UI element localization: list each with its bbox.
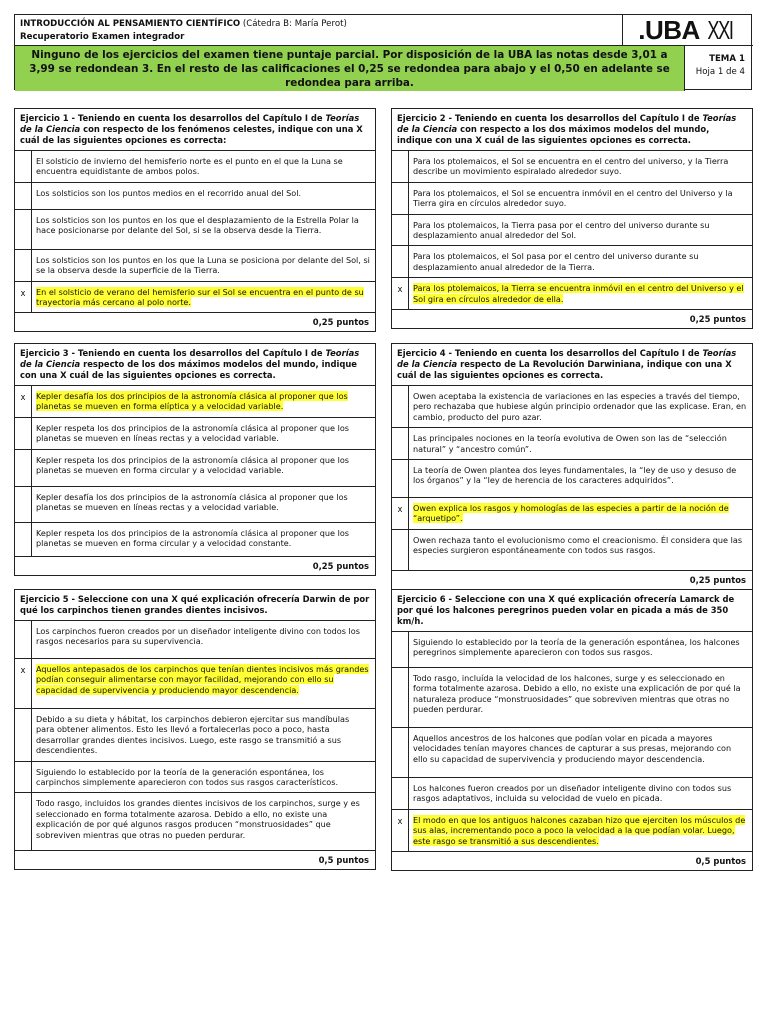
exercise-title-text: Ejercicio 4 - Teniendo en cuenta los desarrollos del Capítulo I de	[397, 348, 703, 358]
exercise-title	[392, 590, 752, 632]
answer-option[interactable]	[392, 215, 752, 247]
answer-option[interactable]	[15, 210, 375, 250]
answer-checkbox[interactable]	[392, 460, 409, 497]
answer-text: Para los ptolemaicos, el Sol se encuentra inmóvil en el centro del Universo y la Tierra gira en círculos alrededor suyo.	[413, 187, 733, 209]
answer-text: Las principales nociones en la teoría evolutiva de Owen son las de “selección natural” y “ancestro común”.	[413, 433, 727, 454]
answer-text-cell	[409, 778, 752, 809]
answer-option[interactable]	[15, 523, 375, 557]
answer-option[interactable]	[15, 183, 375, 210]
answer-text: Para los ptolemaicos, la Tierra se encuentra inmóvil en el centro del Universo y el Sol gira en círculos alrededor de ella.	[413, 283, 744, 304]
book-title: Teorías de la Ciencia	[397, 348, 737, 369]
answer-text-cell	[32, 762, 375, 793]
answer-checkbox[interactable]	[15, 151, 32, 182]
answer-checkbox[interactable]	[15, 523, 32, 556]
exercise-4	[391, 343, 753, 590]
answer-text: La teoría de Owen plantea dos leyes fundamentales, la “ley de uso y desuso de los órganos” y la “ley de herencia de los caracteres adquiridos”.	[413, 465, 737, 486]
answer-option[interactable]	[15, 151, 375, 183]
answer-checkbox[interactable]	[15, 418, 32, 449]
answer-text: Los carpinchos fueron creados por un diseñador inteligente divino con todos los rasgos necesarios para su supervivencia.	[36, 626, 360, 647]
answer-checkbox[interactable]	[392, 183, 409, 214]
answer-text-cell	[409, 728, 752, 777]
exercise-title	[392, 344, 752, 386]
tema-info	[685, 46, 753, 91]
exercise-points: 0,25 puntos	[689, 314, 746, 325]
course-title: INTRODUCCIÓN AL PENSAMIENTO CIENTÍFICO	[20, 19, 241, 29]
answer-text-cell	[409, 530, 752, 570]
answer-text-cell	[409, 460, 752, 497]
answer-option[interactable]	[15, 450, 375, 487]
answer-text: Para los ptolemaicos, el Sol se encuentra en el centro del universo, y la Tierra describe un movimiento espiralado alrededor suyo.	[413, 156, 729, 177]
answer-text-cell	[409, 151, 752, 182]
exam-name: Recuperatorio Examen integrador	[20, 32, 185, 42]
answer-checkbox[interactable]	[392, 428, 409, 459]
exercise-title-rest: respecto de los dos máximos modelos del mundo, indique con una X cuál de las siguientes opciones es correcta.	[20, 359, 357, 380]
answer-text: Owen aceptaba la existencia de variaciones en las especies a través del tiempo, pero rechazaba que hubiese algún principio ordenador que las explicase. Eran, en cambio, producto del puro azar.	[413, 391, 747, 422]
answer-text-cell	[409, 386, 752, 427]
grading-notice: Ninguno de los ejercicios del examen tiene puntaje parcial. Por disposición de la UBA las notas desde 3,01 a 3,99 se redondean 3. En el resto de las calificaciones el 0,25 se redondea para abajo y el 0,50 en adelante se redondea para arriba.	[15, 46, 685, 91]
answer-option[interactable]	[15, 762, 375, 794]
answer-option[interactable]	[15, 793, 375, 851]
answer-text-cell	[32, 709, 375, 761]
answer-text: Los solsticios son los puntos medios en el recorrido anual del Sol.	[36, 187, 302, 198]
answer-text-cell	[32, 523, 375, 556]
answer-text: Kepler respeta los dos principios de la astronomía clásica al proponer que los planetas se mueven en forma circular y a velocidad constante.	[36, 527, 349, 549]
book-title: Teorías de la Ciencia	[397, 113, 737, 134]
answer-checkbox[interactable]	[15, 183, 32, 209]
answer-text: Kepler desafía los dos principios de la astronomía clásica al proponer que los planetas se mueven en líneas rectas y a velocidad variable.	[36, 491, 348, 513]
answer-option[interactable]	[392, 632, 752, 668]
answer-checkbox[interactable]	[392, 215, 409, 246]
answer-option[interactable]	[392, 810, 752, 852]
chair-name: (Cátedra B: María Perot)	[242, 19, 347, 29]
answer-text: Siguiendo lo establecido por la teoría de la generación espontánea, los halcones peregrinos simplemente aparecieron con todos sus rasgos.	[413, 637, 740, 658]
exercise-1	[14, 108, 376, 332]
answer-checkbox[interactable]	[392, 530, 409, 570]
answer-checkbox[interactable]: x	[392, 810, 409, 851]
answer-option[interactable]	[15, 386, 375, 418]
answer-text: Los halcones fueron creados por un diseñador inteligente divino con todos sus rasgos adaptativos, incluida su velocidad de vuelo en picada.	[413, 783, 732, 804]
answer-checkbox[interactable]	[15, 793, 32, 850]
answer-option[interactable]	[392, 530, 752, 571]
answer-checkbox[interactable]	[15, 250, 32, 281]
answer-checkbox[interactable]	[392, 668, 409, 727]
answer-checkbox[interactable]	[392, 778, 409, 809]
exercise-title-text: Ejercicio 1 - Teniendo en cuenta los desarrollos del Capítulo I de	[20, 113, 326, 123]
answer-text-cell	[409, 668, 752, 727]
answer-option[interactable]	[392, 246, 752, 278]
answer-option[interactable]	[392, 498, 752, 530]
answer-option[interactable]	[392, 151, 752, 183]
answer-text-cell	[32, 183, 375, 209]
exercise-2	[391, 108, 753, 329]
answer-text: Los solsticios son los puntos en los que el desplazamiento de la Estrella Polar la hace posicionarse por delante del Sol, si se la observa desde la Tierra.	[36, 214, 359, 236]
answer-text-cell	[32, 793, 375, 850]
answer-text-cell	[32, 621, 375, 658]
answer-text-cell	[32, 282, 375, 313]
exercise-points: 0,5 puntos	[695, 856, 746, 867]
exercise-points: 0,25 puntos	[312, 560, 369, 571]
answer-checkbox[interactable]	[15, 487, 32, 522]
exercise-title-rest: con respecto de los fenómenos celestes, indique con una X cuál de las siguientes opciones es correcta:	[20, 124, 363, 145]
answer-checkbox[interactable]	[15, 621, 32, 658]
exercise-title	[15, 344, 375, 386]
exam-header	[14, 14, 752, 90]
exercise-title-text: Ejercicio 3 - Teniendo en cuenta los desarrollos del Capítulo I de	[20, 348, 326, 358]
answer-text: Para los ptolemaicos, el Sol pasa por el centro del universo durante su desplazamiento anual alrededor de la Tierra.	[413, 251, 699, 272]
answer-option[interactable]	[392, 386, 752, 428]
answer-option[interactable]	[15, 709, 375, 762]
answer-checkbox[interactable]	[392, 386, 409, 427]
answer-text: Owen explica los rasgos y homologías de las especies a partir de la noción de “arquetipo”.	[413, 503, 729, 524]
answer-text: Kepler respeta los dos principios de la astronomía clásica al proponer que los planetas se mueven en forma circular y a velocidad variable.	[36, 454, 349, 476]
answer-option[interactable]	[392, 668, 752, 728]
book-title: Teorías de la Ciencia	[20, 348, 360, 369]
answer-checkbox[interactable]	[15, 762, 32, 793]
exercise-title	[15, 590, 375, 621]
answer-checkbox[interactable]	[15, 450, 32, 486]
answer-text-cell	[409, 215, 752, 246]
answer-checkbox[interactable]: x	[392, 278, 409, 309]
answer-text: Siguiendo lo establecido por la teoría de la generación espontánea, los carpinchos simplemente aparecieron con todos sus rasgos característicos.	[36, 766, 339, 788]
exercise-title-text: Ejercicio 2 - Teniendo en cuenta los desarrollos del Capítulo I de	[397, 113, 703, 123]
answer-text-cell	[32, 450, 375, 486]
exercise-points: 0,25 puntos	[689, 574, 746, 585]
answer-checkbox[interactable]: x	[392, 498, 409, 529]
answer-text-cell	[32, 487, 375, 522]
exercise-5	[14, 589, 376, 870]
answer-text: El solsticio de invierno del hemisferio norte es el punto en el que la Luna se encuentra equidistante de ambos polos.	[36, 156, 343, 177]
answer-text-cell	[409, 278, 752, 309]
answer-option[interactable]	[392, 428, 752, 460]
exercise-title-text: Ejercicio 5 - Seleccione con una X qué explicación ofrecería Darwin de por qué los carpinchos tienen grandes dientes incisivos.	[20, 594, 370, 615]
answer-text-cell	[32, 250, 375, 281]
answer-option[interactable]	[392, 778, 752, 810]
answer-text-cell	[32, 210, 375, 249]
answer-option[interactable]	[15, 659, 375, 709]
logo-main-text: .UBA	[638, 14, 700, 45]
exercise-title-rest: con respecto a los dos máximos modelos del mundo, indique con una X cuál de las siguientes opciones es correcta.	[397, 124, 710, 145]
exercise-3	[14, 343, 376, 576]
answer-checkbox[interactable]: x	[15, 659, 32, 708]
answer-option[interactable]	[15, 621, 375, 659]
answer-text-cell	[409, 498, 752, 529]
answer-text: En el solsticio de verano del hemisferio sur el Sol se encuentra en el punto de su trayectoria más cercano al polo norte.	[36, 286, 364, 308]
answer-text: Para los ptolemaicos, la Tierra pasa por el centro del universo durante su desplazamiento anual alrededor del Sol.	[413, 219, 710, 241]
answer-text: El modo en que los antiguos halcones cazaban hizo que ejerciten los músculos de sus alas, incrementando poco a poco la velocidad a la que podían volar. Luego, este rasgo se transmitió a sus descendientes.	[413, 814, 746, 846]
answer-text-cell	[32, 151, 375, 182]
answer-option[interactable]	[392, 183, 752, 215]
exercise-points: 0,25 puntos	[312, 317, 369, 328]
answer-checkbox[interactable]	[392, 632, 409, 667]
answer-text: Owen rechaza tanto el evolucionismo como el creacionismo. Él considera que las especies surgieron espontáneamente con todos sus rasgos.	[413, 534, 743, 556]
answer-text-cell	[409, 632, 752, 667]
answer-option[interactable]	[392, 460, 752, 498]
answer-option[interactable]	[15, 250, 375, 282]
answer-checkbox[interactable]	[15, 709, 32, 761]
uba-xxi-logo	[623, 15, 753, 46]
answer-option[interactable]	[15, 282, 375, 314]
exercise-title	[15, 109, 375, 151]
answer-text: Debido a su dieta y hábitat, los carpinchos debieron ejercitar sus mandíbulas para obtener alimentos. Esto les llevó a fortalecerlas poco a poco, hasta desarrollar grandes dientes incisivos. Luego, este rasgo se transmitió a sus descendientes.	[36, 714, 350, 756]
answer-text: Kepler respeta los dos principios de la astronomía clásica al proponer que los planetas se mueven en líneas rectas y a velocidad variable.	[36, 422, 349, 444]
answer-checkbox[interactable]	[392, 728, 409, 777]
course-info	[15, 15, 623, 46]
answer-option[interactable]	[392, 728, 752, 778]
answer-checkbox[interactable]	[392, 246, 409, 277]
exercise-6	[391, 589, 753, 871]
exercise-title-rest: respecto de La Revolución Darwiniana, indique con una X cuál de las siguientes opciones es correcta.	[397, 359, 732, 380]
answer-option[interactable]	[392, 278, 752, 310]
exercise-title-text: Ejercicio 6 - Seleccione con una X qué explicación ofrecería Lamarck de por qué los halcones peregrinos pueden volar en picada a más de 350 km/h.	[397, 594, 735, 626]
exercise-points: 0,5 puntos	[318, 855, 369, 866]
answer-checkbox[interactable]	[392, 151, 409, 182]
answer-text-cell	[409, 428, 752, 459]
answer-option[interactable]	[15, 418, 375, 450]
exercise-title	[392, 109, 752, 151]
answer-text-cell	[409, 246, 752, 277]
answer-text: Aquellos antepasados de los carpinchos que tenían dientes incisivos más grandes podían conseguir alimentarse con mayor facilidad, mejorando con ello su capacidad de supervivencia y produciendo mayor descendencia.	[36, 664, 369, 695]
answer-text-cell	[32, 659, 375, 708]
answer-text: Todo rasgo, incluída la velocidad de los halcones, surge y es seleccionado en forma totalmente azarosa. Debido a ello, no existe una explicación de por qué la naturaleza produce “monstruosidades” que sobreviven mientras que otras no pueden perdurar.	[413, 673, 741, 715]
tema-label: TEMA 1	[709, 54, 745, 64]
answer-text-cell	[409, 810, 752, 851]
answer-checkbox[interactable]	[15, 210, 32, 249]
answer-text: Kepler desafía los dos principios de la astronomía clásica al proponer que los planetas se mueven en forma elíptica y a velocidad variable.	[36, 391, 348, 412]
answer-text-cell	[409, 183, 752, 214]
answer-option[interactable]	[15, 487, 375, 523]
answer-text: Todo rasgo, incluidos los grandes dientes incisivos de los carpinchos, surge y es seleccionado en forma totalmente azarosa. Debido a ello, no existe una explicación de por qué algunos rasgos producen “monstruosidades” que sobreviven mientras que otras no pueden perdurar.	[36, 798, 360, 840]
answer-text: Aquellos ancestros de los halcones que podían volar en picada a mayores velocidades tenían mayores chances de capturar a sus presas, mejorando con ello su capacidad de supervivencia y produciendo mayor descendencia.	[413, 733, 732, 764]
answer-text-cell	[32, 418, 375, 449]
answer-text-cell	[32, 386, 375, 417]
page-indicator: Hoja 1 de 4	[695, 67, 745, 77]
answer-checkbox[interactable]: x	[15, 386, 32, 417]
logo-suffix-text: XXI	[707, 14, 733, 45]
answer-text: Los solsticios son los puntos en los que la Luna se posiciona por delante del Sol, si se la observa desde la superficie de la Tierra.	[36, 254, 370, 276]
book-title: Teorías de la Ciencia	[20, 113, 360, 134]
answer-checkbox[interactable]: x	[15, 282, 32, 313]
